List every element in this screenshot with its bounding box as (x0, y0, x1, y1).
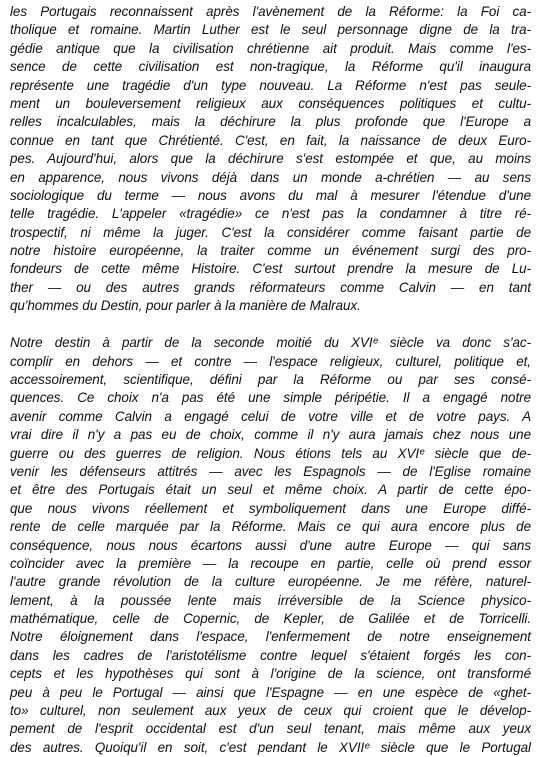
text-line: ther — ou des autres grands réformateurs comme Calvin — en tant (10, 279, 531, 295)
text-line: sociologique du terme — nous avons du mal à mesurer l'étendue d'une (10, 187, 531, 203)
text-line: et être des Portugais était un seul et même choix. A partir de cette épo- (10, 482, 531, 498)
text-line: des autres. Quoiqu'il en soit, c'est pendant le XVIIᵉ siècle que le Portugal (10, 739, 531, 755)
text-line: en apparence, nous vivons déjà dans un monde a-chrétien — au sens (10, 169, 531, 185)
text-line: l'autre grande révolution de la culture européenne. Je me réfère, naturel- (10, 574, 531, 590)
paragraph-gap (10, 316, 531, 335)
text-line: tholique et romaine. Martin Luther est le seul personnage digne de la tra- (10, 22, 531, 38)
text-line: complir en dehors — et contre — l'espace religieux, culturel, politique et, (10, 353, 531, 369)
text-line: accessoirement, scientifique, défini par la Réforme ou par ses consé- (10, 372, 531, 388)
document-page (10, 3, 531, 757)
text-line: notre histoire européenne, la traiter comme un événement surgi des pro- (10, 243, 531, 259)
text-line: avenir comme Calvin a engagé celui de votre ville et de votre pays. A (10, 408, 531, 424)
text-line: to» culturel, non seulement aux yeux de ceux qui croient que le dévelop- (10, 703, 531, 719)
text-line: cepts et les hypothèses qui sont à l'origine de la science, ont transformé (10, 666, 531, 682)
text-line: les Portugais reconnaissent après l'avènement de la Réforme: la Foi ca- (10, 4, 531, 19)
text-line: guerre ou des guerres de religion. Nous étions tels au XVIᵉ siècle que de- (10, 445, 531, 461)
text-line: pes. Aujourd'hui, alors que la déchirure s'est estompée et que, au moins (10, 151, 531, 167)
text-line: mathématique, celle de Copernic, de Kepler, de Galilée et de Torricelli. (10, 611, 531, 627)
text-line: relles incalculables, mais la déchirure la plus profonde que l'Europe a (10, 114, 531, 130)
text-line: Notre destin à partir de la seconde moitié du XVIᵉ siècle va donc s'ac- (10, 335, 531, 351)
text-line: dans les cadres de l'aristotélisme contre lequel s'étaient forgés les con- (10, 647, 531, 663)
text-line: trospectif, ni même la juger. C'est la considérer comme faisant partie de (10, 224, 531, 240)
text-line: rente de celle marquée par la Réforme. Mais ce qui aura encore plus de (10, 519, 531, 535)
text-line: représente une tragédie d'un type nouveau. La Réforme n'est pas seule- (10, 77, 531, 93)
text-line: conséquence, nous nous écartons aussi d'une autre Europe — qui sans (10, 537, 531, 553)
text-line: peu à peu le Portugal — ainsi que l'Espagne — en une espèce de «ghet- (10, 684, 531, 700)
text-line: lement, à la poussée lente mais irréversible de la Science physico- (10, 592, 531, 608)
text-line: pement de l'esprit occidental est d'un seul tenant, mais même aux yeux (10, 721, 531, 737)
text-line: fondeurs de cette même Histoire. C'est surtout prendre la mesure de Lu- (10, 261, 531, 277)
text-line: que nous vivons réellement et symboliquement dans une Europe diffé- (10, 500, 531, 516)
text-line: venir les défenseurs attitrés — avec les Espagnols — de l'Eglise romaine (10, 463, 531, 479)
text-line: gédie antique que la civilisation chrétienne ait produit. Mais comme l'es- (10, 40, 531, 56)
text-line: ment un bouleversement religieux aux conséquences politiques et cultu- (10, 95, 531, 111)
text-line: qu'hommes du Destin, pour parler à la manière de Malraux. (10, 298, 361, 314)
text-line: sence de cette civilisation est non-tragique, la Réforme qu'il inaugura (10, 59, 531, 75)
paragraph-1 (10, 3, 531, 316)
text-line: coïncider avec la première — la recoupe en partie, celle où prend essor (10, 555, 531, 571)
text-line: quences. Ce choix n'a pas été une simple péripétie. Il a engagé notre (10, 390, 531, 406)
text-line: telle tragédie. L'appeler «tragédie» ce n'est pas la condamner à titre ré- (10, 206, 531, 222)
text-line: Notre éloignement dans l'espace, l'enfermement de notre enseignement (10, 629, 531, 645)
text-line: vrai dire il n'y a pas eu de choix, comme il n'y aura jamais chez nous une (10, 427, 531, 443)
text-line: connue en tant que Chrétienté. C'est, en fait, la naissance de deux Euro- (10, 132, 531, 148)
